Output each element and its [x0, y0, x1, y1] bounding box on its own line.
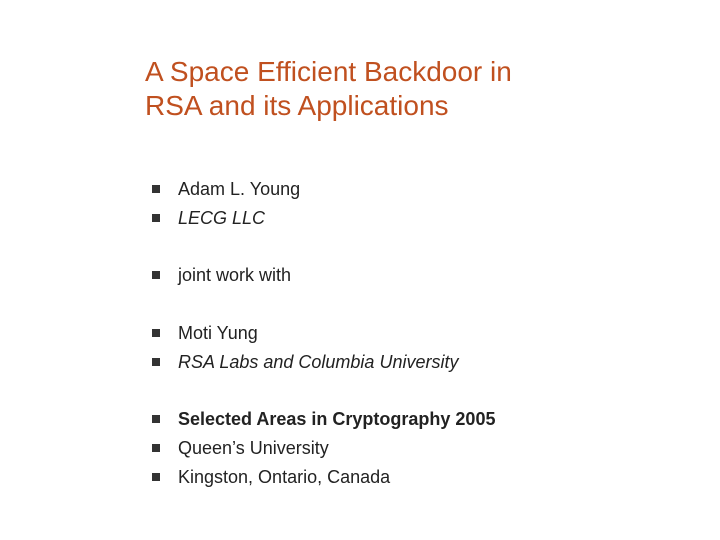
- bullet-text: RSA Labs and Columbia University: [178, 351, 459, 372]
- square-bullet-icon: [152, 185, 160, 193]
- bullet-text: Moti Yung: [178, 322, 258, 343]
- bullet-item-coauthor: [152, 321, 258, 345]
- square-bullet-icon: [152, 444, 160, 452]
- square-bullet-icon: [152, 214, 160, 222]
- square-bullet-icon: [152, 271, 160, 279]
- square-bullet-icon: [152, 358, 160, 366]
- bullet-item-author: [152, 177, 300, 201]
- bullet-text: LECG LLC: [178, 207, 266, 228]
- square-bullet-icon: [152, 415, 160, 423]
- square-bullet-icon: [152, 473, 160, 481]
- bullet-item-location: [152, 465, 390, 489]
- bullet-item-joint-work: [152, 263, 291, 287]
- bullet-item-coauthor-affiliation: [152, 350, 458, 374]
- title-line-1: A Space Efficient Backdoor in: [145, 56, 512, 87]
- bullet-text: Kingston, Ontario, Canada: [178, 466, 391, 487]
- title-line-2: RSA and its Applications: [145, 90, 449, 121]
- bullet-text: Selected Areas in Cryptography 2005: [178, 408, 496, 429]
- bullet-item-venue: [152, 436, 329, 460]
- bullet-text: Queen’s University: [178, 437, 329, 458]
- bullet-item-author-affiliation: [152, 206, 265, 230]
- square-bullet-icon: [152, 329, 160, 337]
- bullet-text: joint work with: [178, 264, 292, 285]
- bullet-item-conference: [152, 407, 495, 431]
- bullet-text: Adam L. Young: [178, 178, 301, 199]
